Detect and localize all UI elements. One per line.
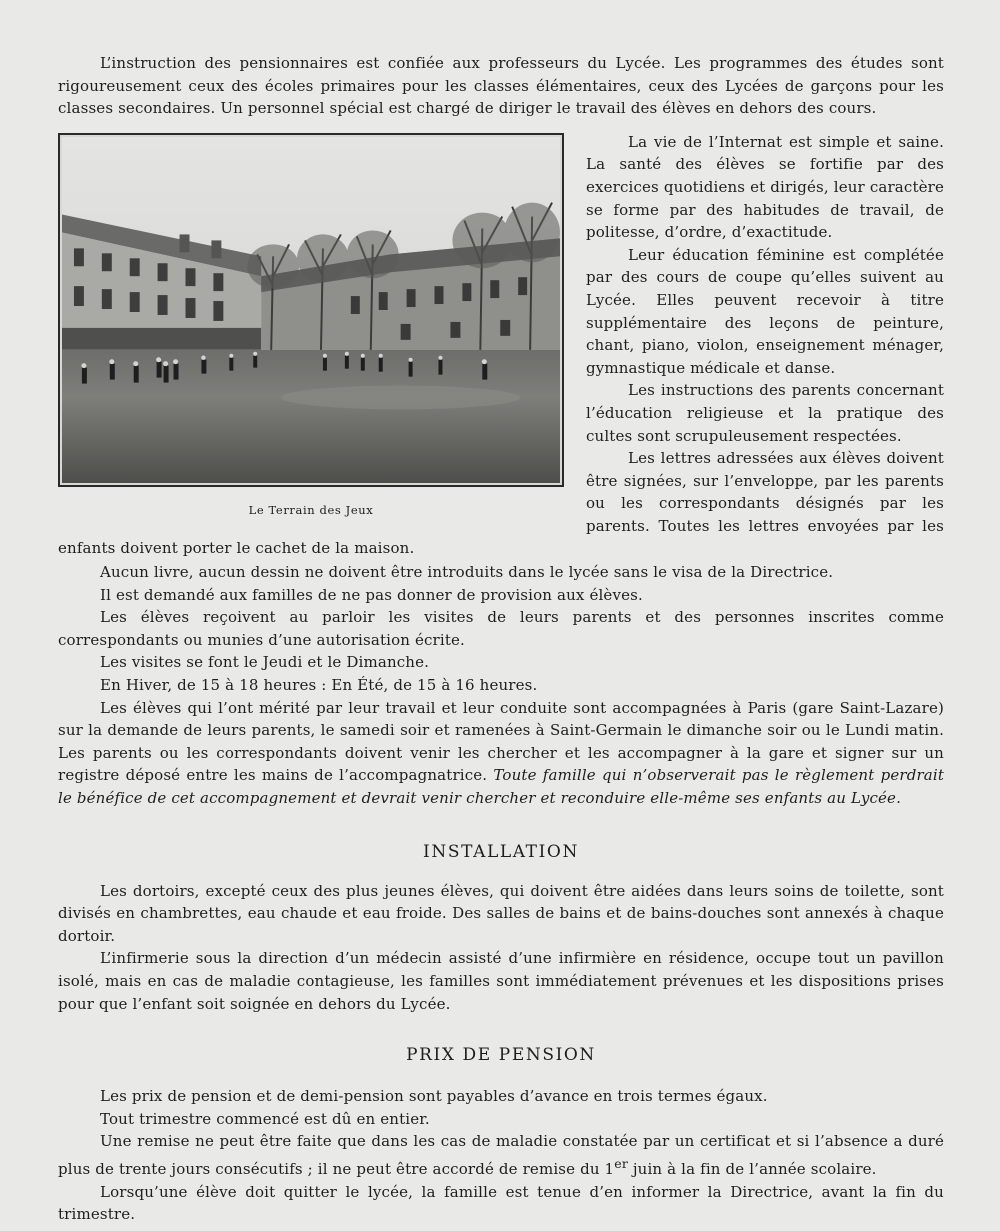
rule-paragraph: En Hiver, de 15 à 18 heures : En Été, de 15 à 16 heures. — [100, 676, 538, 695]
rules-section — [58, 561, 944, 810]
playground-photo — [58, 133, 564, 487]
photo-caption: Le Terrain des Jeux — [248, 502, 374, 517]
accompaniment-paragraph — [58, 697, 944, 810]
photo-column — [58, 133, 564, 517]
rule-paragraph: Les visites se font le Jeudi et le Dimanche. — [100, 653, 430, 672]
prix-paragraph: Les prix de pension et de demi-pension sont payables d’avance en trois termes égaux. — [100, 1087, 768, 1106]
intro-paragraph: L’instruction des pensionnaires est confiée aux professeurs du Lycée. Les programmes des études sont rigoureusement ceux des écoles primaires pour les classes élémentaires, ceux des Lycées de garçons pour les classes secondaires. Un personnel spécial est chargé de diriger le travail des élèves en dehors des cours. — [58, 54, 944, 118]
side-paragraph: Les lettres adressées aux élèves doivent être signées, sur l’enveloppe, par les parents ou les correspondants désignés par les parents. Toutes les lettres envoyées par les enfants doivent porter le cachet de la maison. — [58, 449, 944, 558]
accompaniment-text: Les élèves qui l’ont mérité par leur travail et leur conduite sont accompagnées à Paris (gare Saint-Lazare) sur la demande de leurs parents, le samedi soir et ramenées à Saint-Germain le dimanche soir ou le Lundi matin. Les parents ou les correspondants doivent venir les chercher et les accompagner à la gare et signer sur un registre déposé entre les mains de l’accompagnatrice. — [58, 698, 944, 785]
installation-paragraph: Les dortoirs, excepté ceux des plus jeunes élèves, qui doivent être aidées dans leurs soins de toilette, sont divisés en chambrettes, eau chaude et eau froide. Des salles de bains et de bains-douches sont annexés à chaque dortoir. — [58, 881, 944, 945]
rule-paragraph: Il est demandé aux familles de ne pas donner de provision aux élèves. — [100, 585, 643, 604]
remise-text: Une remise ne peut être faite que dans les cas de maladie constatée par un certificat et si l’absence a duré plus de trente jours consécutifs ; il ne peut être accordé de remise du 1 — [58, 1132, 944, 1178]
playground-illustration — [62, 137, 560, 483]
ordinal-superscript: er — [614, 1155, 628, 1171]
prix-paragraph: Lorsqu’une élève doit quitter le lycée, la famille est tenue d’en informer la Directrice, avant la fin du trimestre. — [58, 1182, 944, 1224]
prix-heading: PRIX DE PENSION — [406, 1045, 596, 1066]
side-paragraph: Leur éducation féminine est complétée par des cours de coupe qu’elles suivent au Lycée. Elles peuvent recevoir à titre supplémentaire des leçons de peinture, chant, piano, violon, enseignement ménager, gymnastique médicale et danse. — [586, 245, 944, 377]
rule-paragraph: Aucun livre, aucun dessin ne doivent être introduits dans le lycée sans le visa de la Directrice. — [100, 563, 834, 582]
remise-text-end: juin à la fin de l’année scolaire. — [627, 1159, 877, 1178]
prix-paragraph — [58, 1130, 944, 1180]
accompaniment-warning: Toute famille qui n’observerait pas le règlement perdrait le bénéfice de cet accompagnement et devrait venir chercher et reconduire elle-même ses enfants au Lycée. — [58, 766, 944, 807]
side-paragraph: La vie de l’Internat est simple et saine. La santé des élèves se fortifie par des exercices quotidiens et dirigés, leur caractère se forme par des habitudes de travail, de politesse, d’ordre, d’exactitude. — [586, 132, 944, 242]
installation-paragraph: L’infirmerie sous la direction d’un médecin assisté d’une infirmière en résidence, occupe tout un pavillon isolé, mais en cas de maladie contagieuse, les familles sont immédiatement prévenues et les dispositions prises pour que l’enfant soit soignée en dehors du Lycée. — [58, 949, 944, 1013]
installation-heading: INSTALLATION — [423, 841, 579, 862]
side-paragraph: Les instructions des parents concernant l’éducation religieuse et la pratique des cultes sont scrupuleusement respectées. — [586, 381, 944, 445]
rule-paragraph: Les élèves reçoivent au parloir les visites de leurs parents et des personnes inscrites comme correspondants ou munies d’une autorisation écrite. — [58, 608, 944, 649]
photo-and-side-text — [58, 131, 944, 560]
prix-paragraph: Tout trimestre commencé est dû en entier. — [100, 1109, 430, 1128]
